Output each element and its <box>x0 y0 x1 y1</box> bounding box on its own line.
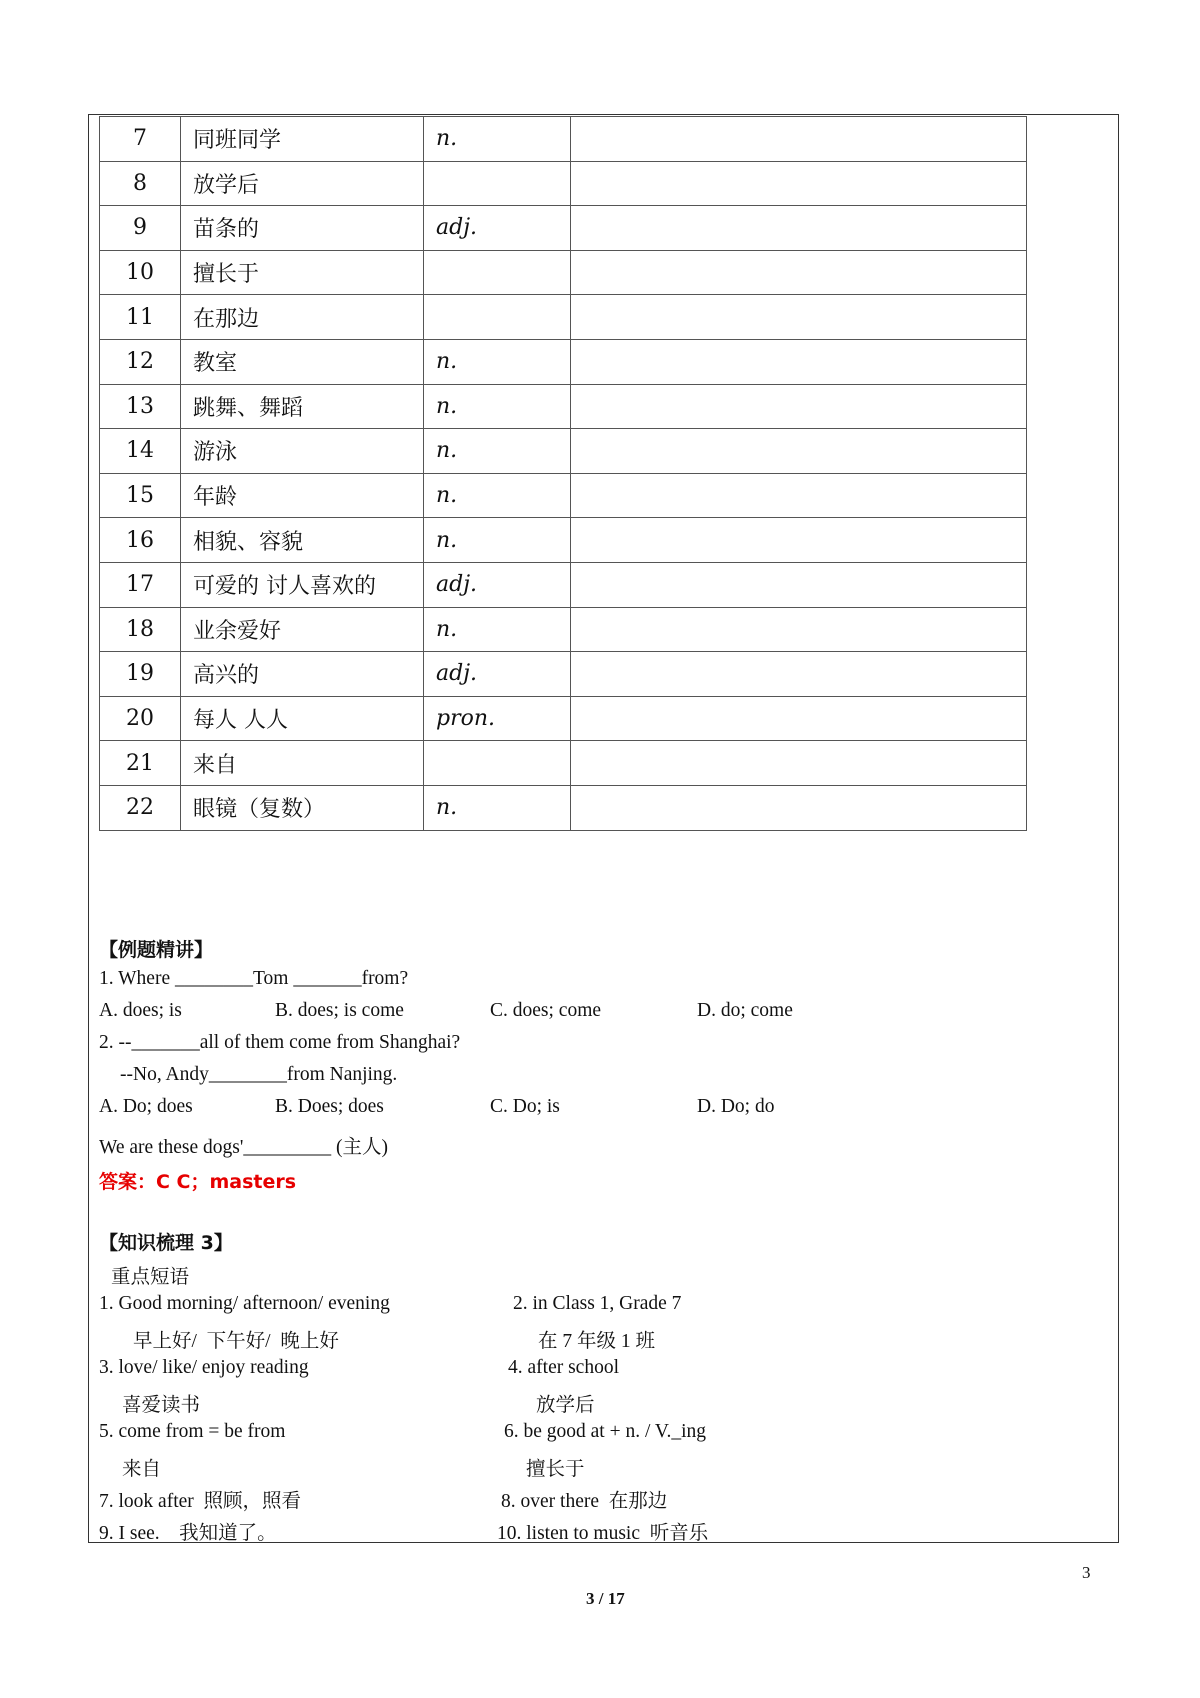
q1-option-d: D. do; come <box>697 1000 793 1021</box>
row-number: 12 <box>100 339 181 384</box>
row-number: 15 <box>100 473 181 518</box>
phrase-2-en: 2. in Class 1, Grade 7 <box>513 1293 682 1314</box>
part-of-speech <box>424 250 571 295</box>
chinese-meaning: 放学后 <box>181 161 424 206</box>
row-number: 10 <box>100 250 181 295</box>
phrase-1-cn: 早上好/ 下午好/ 晚上好 <box>133 1331 339 1352</box>
table-row <box>100 250 1027 295</box>
chinese-meaning: 高兴的 <box>181 652 424 697</box>
answer-blank <box>571 384 1027 429</box>
row-number: 11 <box>100 295 181 340</box>
chinese-meaning: 业余爱好 <box>181 607 424 652</box>
chinese-meaning: 擅长于 <box>181 250 424 295</box>
page-number: 3 <box>1082 1563 1091 1582</box>
phrase-2-cn: 在 7 年级 1 班 <box>538 1331 656 1352</box>
table-row <box>100 518 1027 563</box>
table-row <box>100 785 1027 830</box>
phrase-8: 8. over there 在那边 <box>501 1491 668 1512</box>
row-number: 22 <box>100 785 181 830</box>
answer-blank <box>571 785 1027 830</box>
part-of-speech: adj. <box>424 206 571 251</box>
part-of-speech: pron. <box>424 696 571 741</box>
q1-option-a: A. does; is <box>99 1000 182 1021</box>
phrase-6-cn: 擅长于 <box>526 1459 585 1480</box>
row-number: 13 <box>100 384 181 429</box>
table-row <box>100 161 1027 206</box>
chinese-meaning: 眼镜（复数） <box>181 785 424 830</box>
phrase-4-cn: 放学后 <box>536 1395 595 1416</box>
answer-blank <box>571 607 1027 652</box>
vocabulary-table <box>99 116 1027 831</box>
row-number: 17 <box>100 562 181 607</box>
question-1: 1. Where ________Tom _______from? <box>99 968 409 989</box>
chinese-meaning: 同班同学 <box>181 117 424 162</box>
row-number: 7 <box>100 117 181 162</box>
answer-blank <box>571 339 1027 384</box>
knowledge-subheading: 重点短语 <box>111 1267 190 1288</box>
q1-option-b: B. does; is come <box>275 1000 404 1021</box>
table-row <box>100 117 1027 162</box>
answer-blank <box>571 696 1027 741</box>
table-row <box>100 562 1027 607</box>
part-of-speech <box>424 741 571 786</box>
q2-option-c: C. Do; is <box>490 1096 560 1117</box>
answer-blank <box>571 250 1027 295</box>
page-indicator: 3 / 17 <box>586 1589 625 1608</box>
phrase-9: 9. I see. 我知道了。 <box>99 1523 277 1544</box>
answer-blank <box>571 206 1027 251</box>
table-row <box>100 652 1027 697</box>
row-number: 9 <box>100 206 181 251</box>
question-2-line-1: 2. --_______all of them come from Shanghai? <box>99 1032 461 1053</box>
answer-blank <box>571 161 1027 206</box>
answer-blank <box>571 117 1027 162</box>
phrase-3-en: 3. love/ like/ enjoy reading <box>99 1357 309 1378</box>
chinese-meaning: 在那边 <box>181 295 424 340</box>
chinese-meaning: 相貌、容貌 <box>181 518 424 563</box>
row-number: 20 <box>100 696 181 741</box>
table-row <box>100 295 1027 340</box>
answer-blank <box>571 652 1027 697</box>
part-of-speech: adj. <box>424 562 571 607</box>
answer-text: 答案：C C；masters <box>99 1171 297 1193</box>
chinese-meaning: 来自 <box>181 741 424 786</box>
part-of-speech: n. <box>424 785 571 830</box>
row-number: 16 <box>100 518 181 563</box>
chinese-meaning: 可爱的 讨人喜欢的 <box>181 562 424 607</box>
phrase-3-cn: 喜爱读书 <box>122 1395 201 1416</box>
answer-blank <box>571 518 1027 563</box>
chinese-meaning: 年龄 <box>181 473 424 518</box>
question-3: We are these dogs'_________ (主人) <box>99 1137 388 1158</box>
part-of-speech: n. <box>424 117 571 162</box>
table-row <box>100 607 1027 652</box>
phrase-10: 10. listen to music 听音乐 <box>497 1523 709 1544</box>
chinese-meaning: 跳舞、舞蹈 <box>181 384 424 429</box>
chinese-meaning: 教室 <box>181 339 424 384</box>
phrase-5-cn: 来自 <box>122 1459 162 1480</box>
q2-option-b: B. Does; does <box>275 1096 384 1117</box>
phrase-4-en: 4. after school <box>508 1357 620 1378</box>
answer-blank <box>571 473 1027 518</box>
q1-option-c: C. does; come <box>490 1000 602 1021</box>
table-row <box>100 741 1027 786</box>
part-of-speech: n. <box>424 607 571 652</box>
q2-option-d: D. Do; do <box>697 1096 775 1117</box>
phrase-1-en: 1. Good morning/ afternoon/ evening <box>99 1293 390 1314</box>
phrase-7: 7. look after 照顾，照看 <box>99 1491 302 1512</box>
answer-blank <box>571 741 1027 786</box>
phrase-6-en: 6. be good at + n. / V._ing <box>504 1421 707 1442</box>
examples-heading: 【例题精讲】 <box>99 939 214 961</box>
chinese-meaning: 游泳 <box>181 429 424 474</box>
q2-option-a: A. Do; does <box>99 1096 193 1117</box>
question-2-line-2: --No, Andy________from Nanjing. <box>120 1064 398 1085</box>
chinese-meaning: 苗条的 <box>181 206 424 251</box>
row-number: 19 <box>100 652 181 697</box>
row-number: 14 <box>100 429 181 474</box>
chinese-meaning: 每人 人人 <box>181 696 424 741</box>
table-row <box>100 339 1027 384</box>
answer-blank <box>571 562 1027 607</box>
part-of-speech: n. <box>424 339 571 384</box>
part-of-speech <box>424 161 571 206</box>
answer-blank <box>571 429 1027 474</box>
part-of-speech: n. <box>424 429 571 474</box>
part-of-speech <box>424 295 571 340</box>
part-of-speech: n. <box>424 384 571 429</box>
knowledge-heading: 【知识梳理 3】 <box>99 1232 233 1254</box>
row-number: 8 <box>100 161 181 206</box>
table-row <box>100 384 1027 429</box>
table-row <box>100 429 1027 474</box>
table-row <box>100 473 1027 518</box>
phrase-5-en: 5. come from = be from <box>99 1421 286 1442</box>
part-of-speech: n. <box>424 473 571 518</box>
row-number: 18 <box>100 607 181 652</box>
part-of-speech: adj. <box>424 652 571 697</box>
answer-blank <box>571 295 1027 340</box>
part-of-speech: n. <box>424 518 571 563</box>
table-row <box>100 696 1027 741</box>
row-number: 21 <box>100 741 181 786</box>
table-row <box>100 206 1027 251</box>
